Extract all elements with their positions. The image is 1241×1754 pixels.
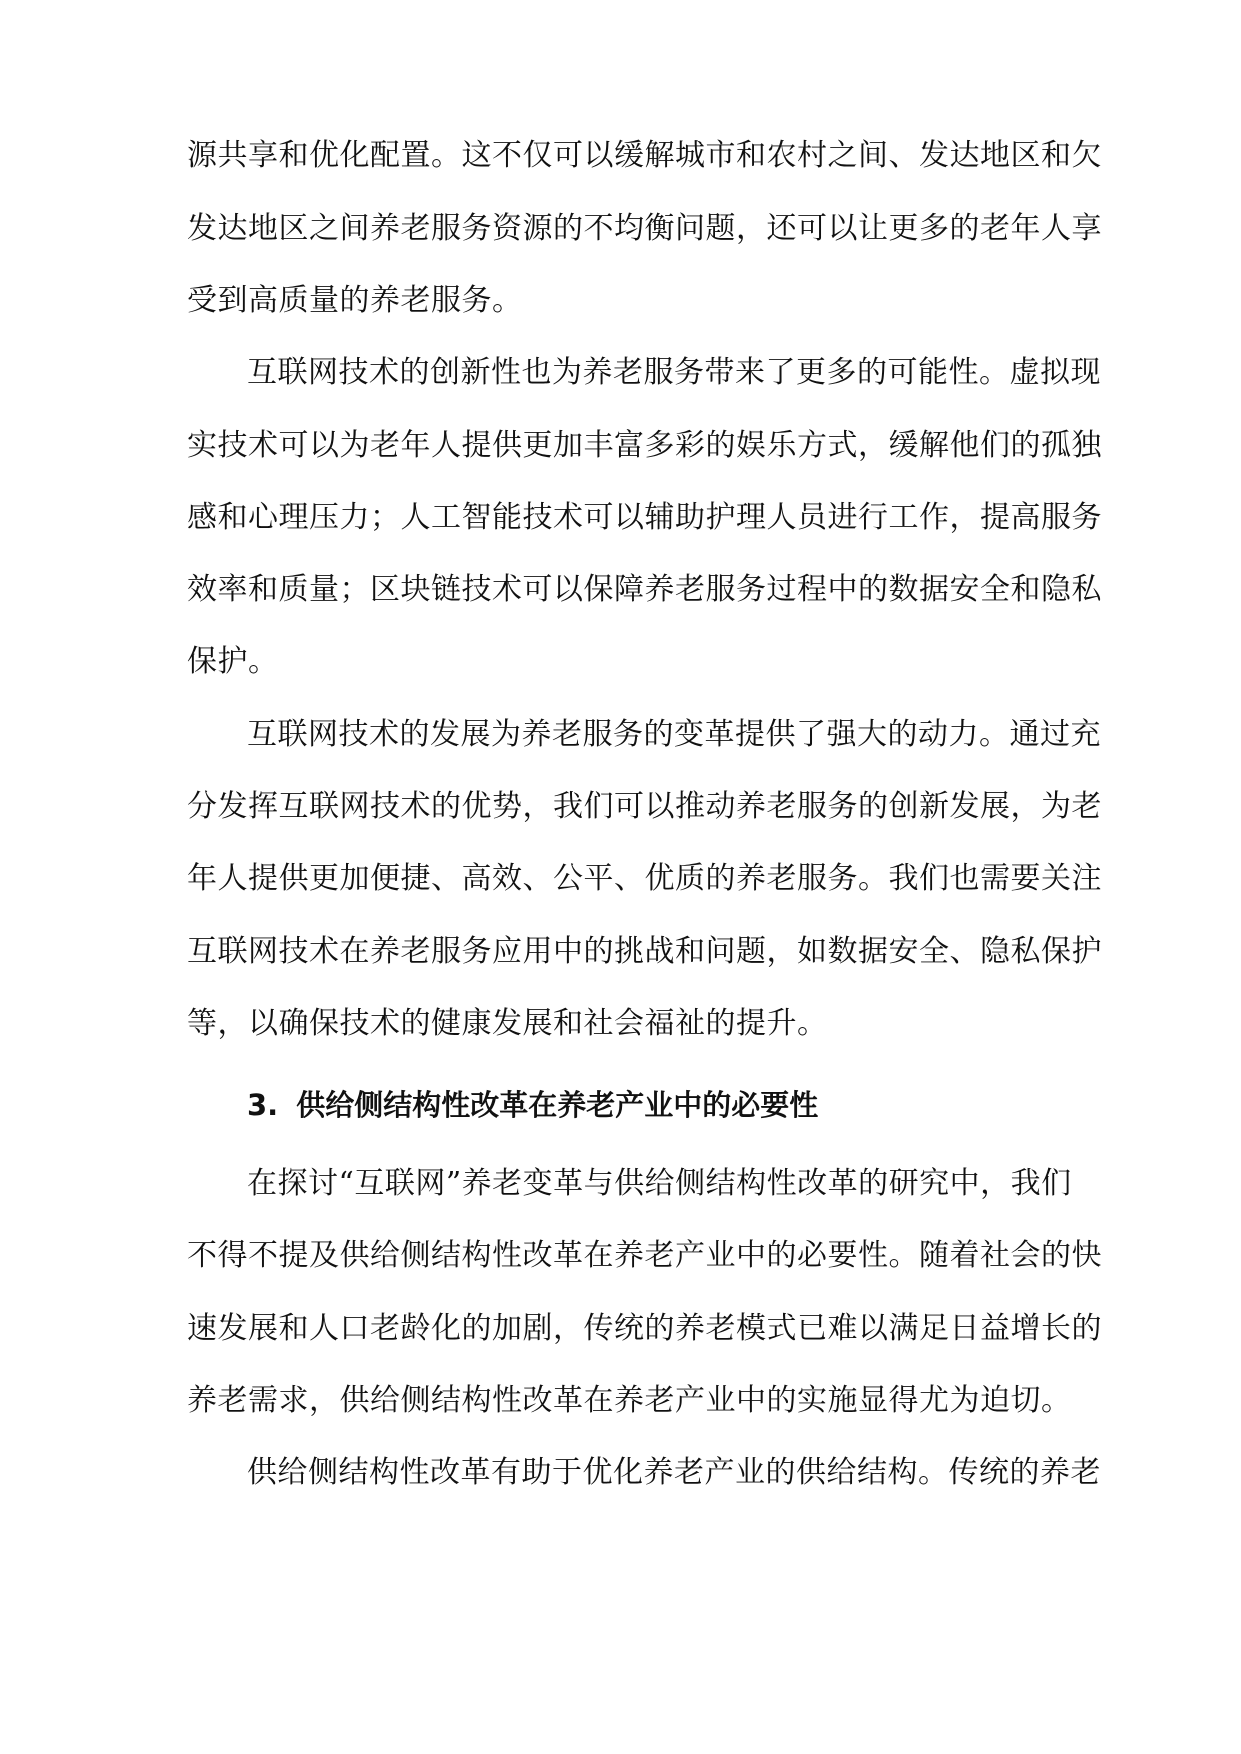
paragraph-1-line-1: 源共享和优化配置。这不仅可以缓解城市和农村之间、发达地区和欠	[187, 138, 1102, 173]
paragraph-4-line-2: 不得不提及供给侧结构性改革在养老产业中的必要性。随着社会的快	[187, 1238, 1102, 1273]
section-title: 供给侧结构性改革在养老产业中的必要性	[296, 1088, 819, 1122]
paragraph-2-line-5: 保护。	[187, 644, 279, 679]
paragraph-3-line-4: 互联网技术在养老服务应用中的挑战和问题，如数据安全、隐私保护	[187, 934, 1102, 969]
paragraph-4-line-1: 在探讨“互联网”养老变革与供给侧结构性改革的研究中，我们	[247, 1166, 1072, 1201]
paragraph-2-line-2: 实技术可以为老年人提供更加丰富多彩的娱乐方式，缓解他们的孤独	[187, 428, 1102, 463]
paragraph-2-line-4: 效率和质量；区块链技术可以保障养老服务过程中的数据安全和隐私	[187, 572, 1102, 607]
paragraph-4-line-3: 速发展和人口老龄化的加剧，传统的养老模式已难以满足日益增长的	[187, 1311, 1102, 1346]
paragraph-4-line-4: 养老需求，供给侧结构性改革在养老产业中的实施显得尤为迫切。	[187, 1383, 1072, 1418]
paragraph-3-line-3: 年人提供更加便捷、高效、公平、优质的养老服务。我们也需要关注	[187, 861, 1102, 896]
paragraph-1-line-2: 发达地区之间养老服务资源的不均衡问题，还可以让更多的老年人享	[187, 211, 1102, 246]
paragraph-3-line-2: 分发挥互联网技术的优势，我们可以推动养老服务的创新发展，为老	[187, 789, 1102, 824]
paragraph-3-line-5: 等，以确保技术的健康发展和社会福祉的提升。	[187, 1006, 828, 1041]
paragraph-1-line-3: 受到高质量的养老服务。	[187, 283, 523, 318]
section-heading	[247, 1087, 818, 1123]
section-number: 3.	[247, 1088, 279, 1122]
paragraph-5-line-1: 供给侧结构性改革有助于优化养老产业的供给结构。传统的养老	[247, 1455, 1101, 1490]
paragraph-3-line-1: 互联网技术的发展为养老服务的变革提供了强大的动力。通过充	[247, 717, 1101, 752]
paragraph-2-line-3: 感和心理压力；人工智能技术可以辅助护理人员进行工作，提高服务	[187, 500, 1102, 535]
paragraph-2-line-1: 互联网技术的创新性也为养老服务带来了更多的可能性。虚拟现	[247, 355, 1101, 390]
